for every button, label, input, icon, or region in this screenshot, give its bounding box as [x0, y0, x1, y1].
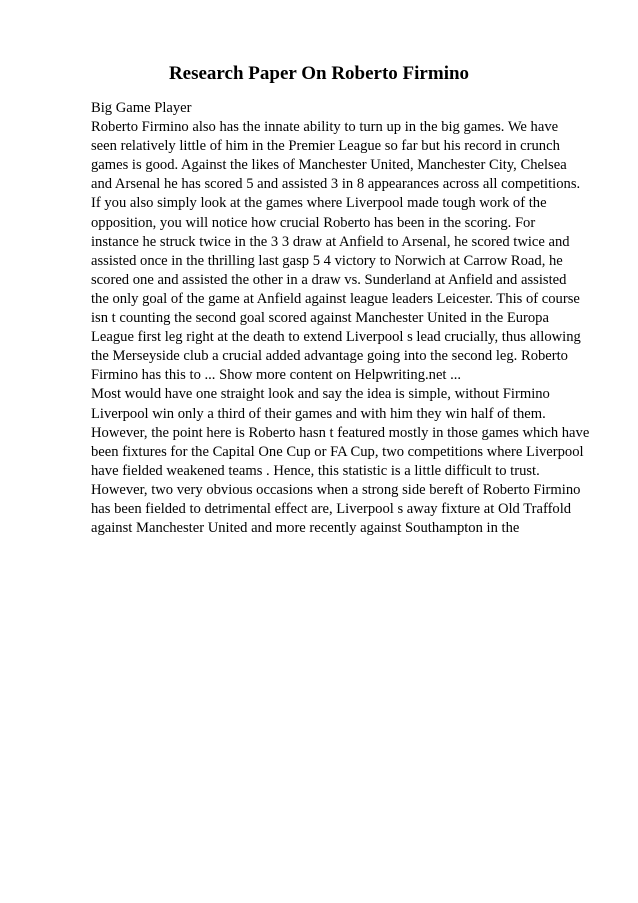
text-line: League first leg right at the death to extend Liverpool s lead crucially, thus allowing	[91, 329, 581, 346]
document-title: Research Paper On Roberto Firmino	[168, 63, 470, 84]
text-line: instance he struck twice in the 3 3 draw at Anfield to Arsenal, he scored twice and	[91, 233, 570, 250]
text-line: seen relatively little of him in the Premier League so far but his record in crunch	[91, 138, 560, 155]
document-body	[91, 99, 631, 538]
text-line: If you also simply look at the games where Liverpool made tough work of the	[91, 195, 547, 212]
text-line: Firmino has this to ... Show more content on Helpwriting.net ...	[91, 367, 462, 384]
text-line: Liverpool win only a third of their games and with him they win half of them.	[91, 405, 546, 422]
text-line: Roberto Firmino also has the innate ability to turn up in the big games. We have	[91, 119, 559, 136]
text-line: against Manchester United and more recently against Southampton in the	[91, 520, 520, 537]
text-line: However, the point here is Roberto hasn t featured mostly in those games which have	[91, 424, 590, 441]
text-line: the only goal of the game at Anfield against league leaders Leicester. This of course	[91, 290, 580, 307]
text-line: and Arsenal he has scored 5 and assisted 3 in 8 appearances across all competitions.	[91, 176, 581, 193]
text-line: scored one and assisted the other in a draw vs. Sunderland at Anfield and assisted	[91, 271, 567, 288]
text-line: assisted once in the thrilling last gasp 5 4 victory to Norwich at Carrow Road, he	[91, 252, 563, 269]
text-line: isn t counting the second goal scored against Manchester United in the Europa	[91, 310, 549, 327]
text-line: games is good. Against the likes of Manchester United, Manchester City, Chelsea	[91, 157, 567, 174]
text-line: However, two very obvious occasions when a strong side bereft of Roberto Firmino	[91, 481, 581, 498]
text-line: have fielded weakened teams . Hence, this statistic is a little difficult to trust.	[91, 462, 540, 479]
text-line: the Merseyside club a crucial added advantage going into the second leg. Roberto	[91, 348, 568, 365]
text-line: has been fielded to detrimental effect are, Liverpool s away fixture at Old Traffold	[91, 500, 572, 517]
text-line: been fixtures for the Capital One Cup or FA Cup, two competitions where Liverpool	[91, 443, 584, 460]
text-line: Big Game Player	[91, 100, 192, 116]
text-line: Most would have one straight look and say the idea is simple, without Firmino	[91, 386, 550, 403]
text-line: opposition, you will notice how crucial Roberto has been in the scoring. For	[91, 214, 536, 231]
